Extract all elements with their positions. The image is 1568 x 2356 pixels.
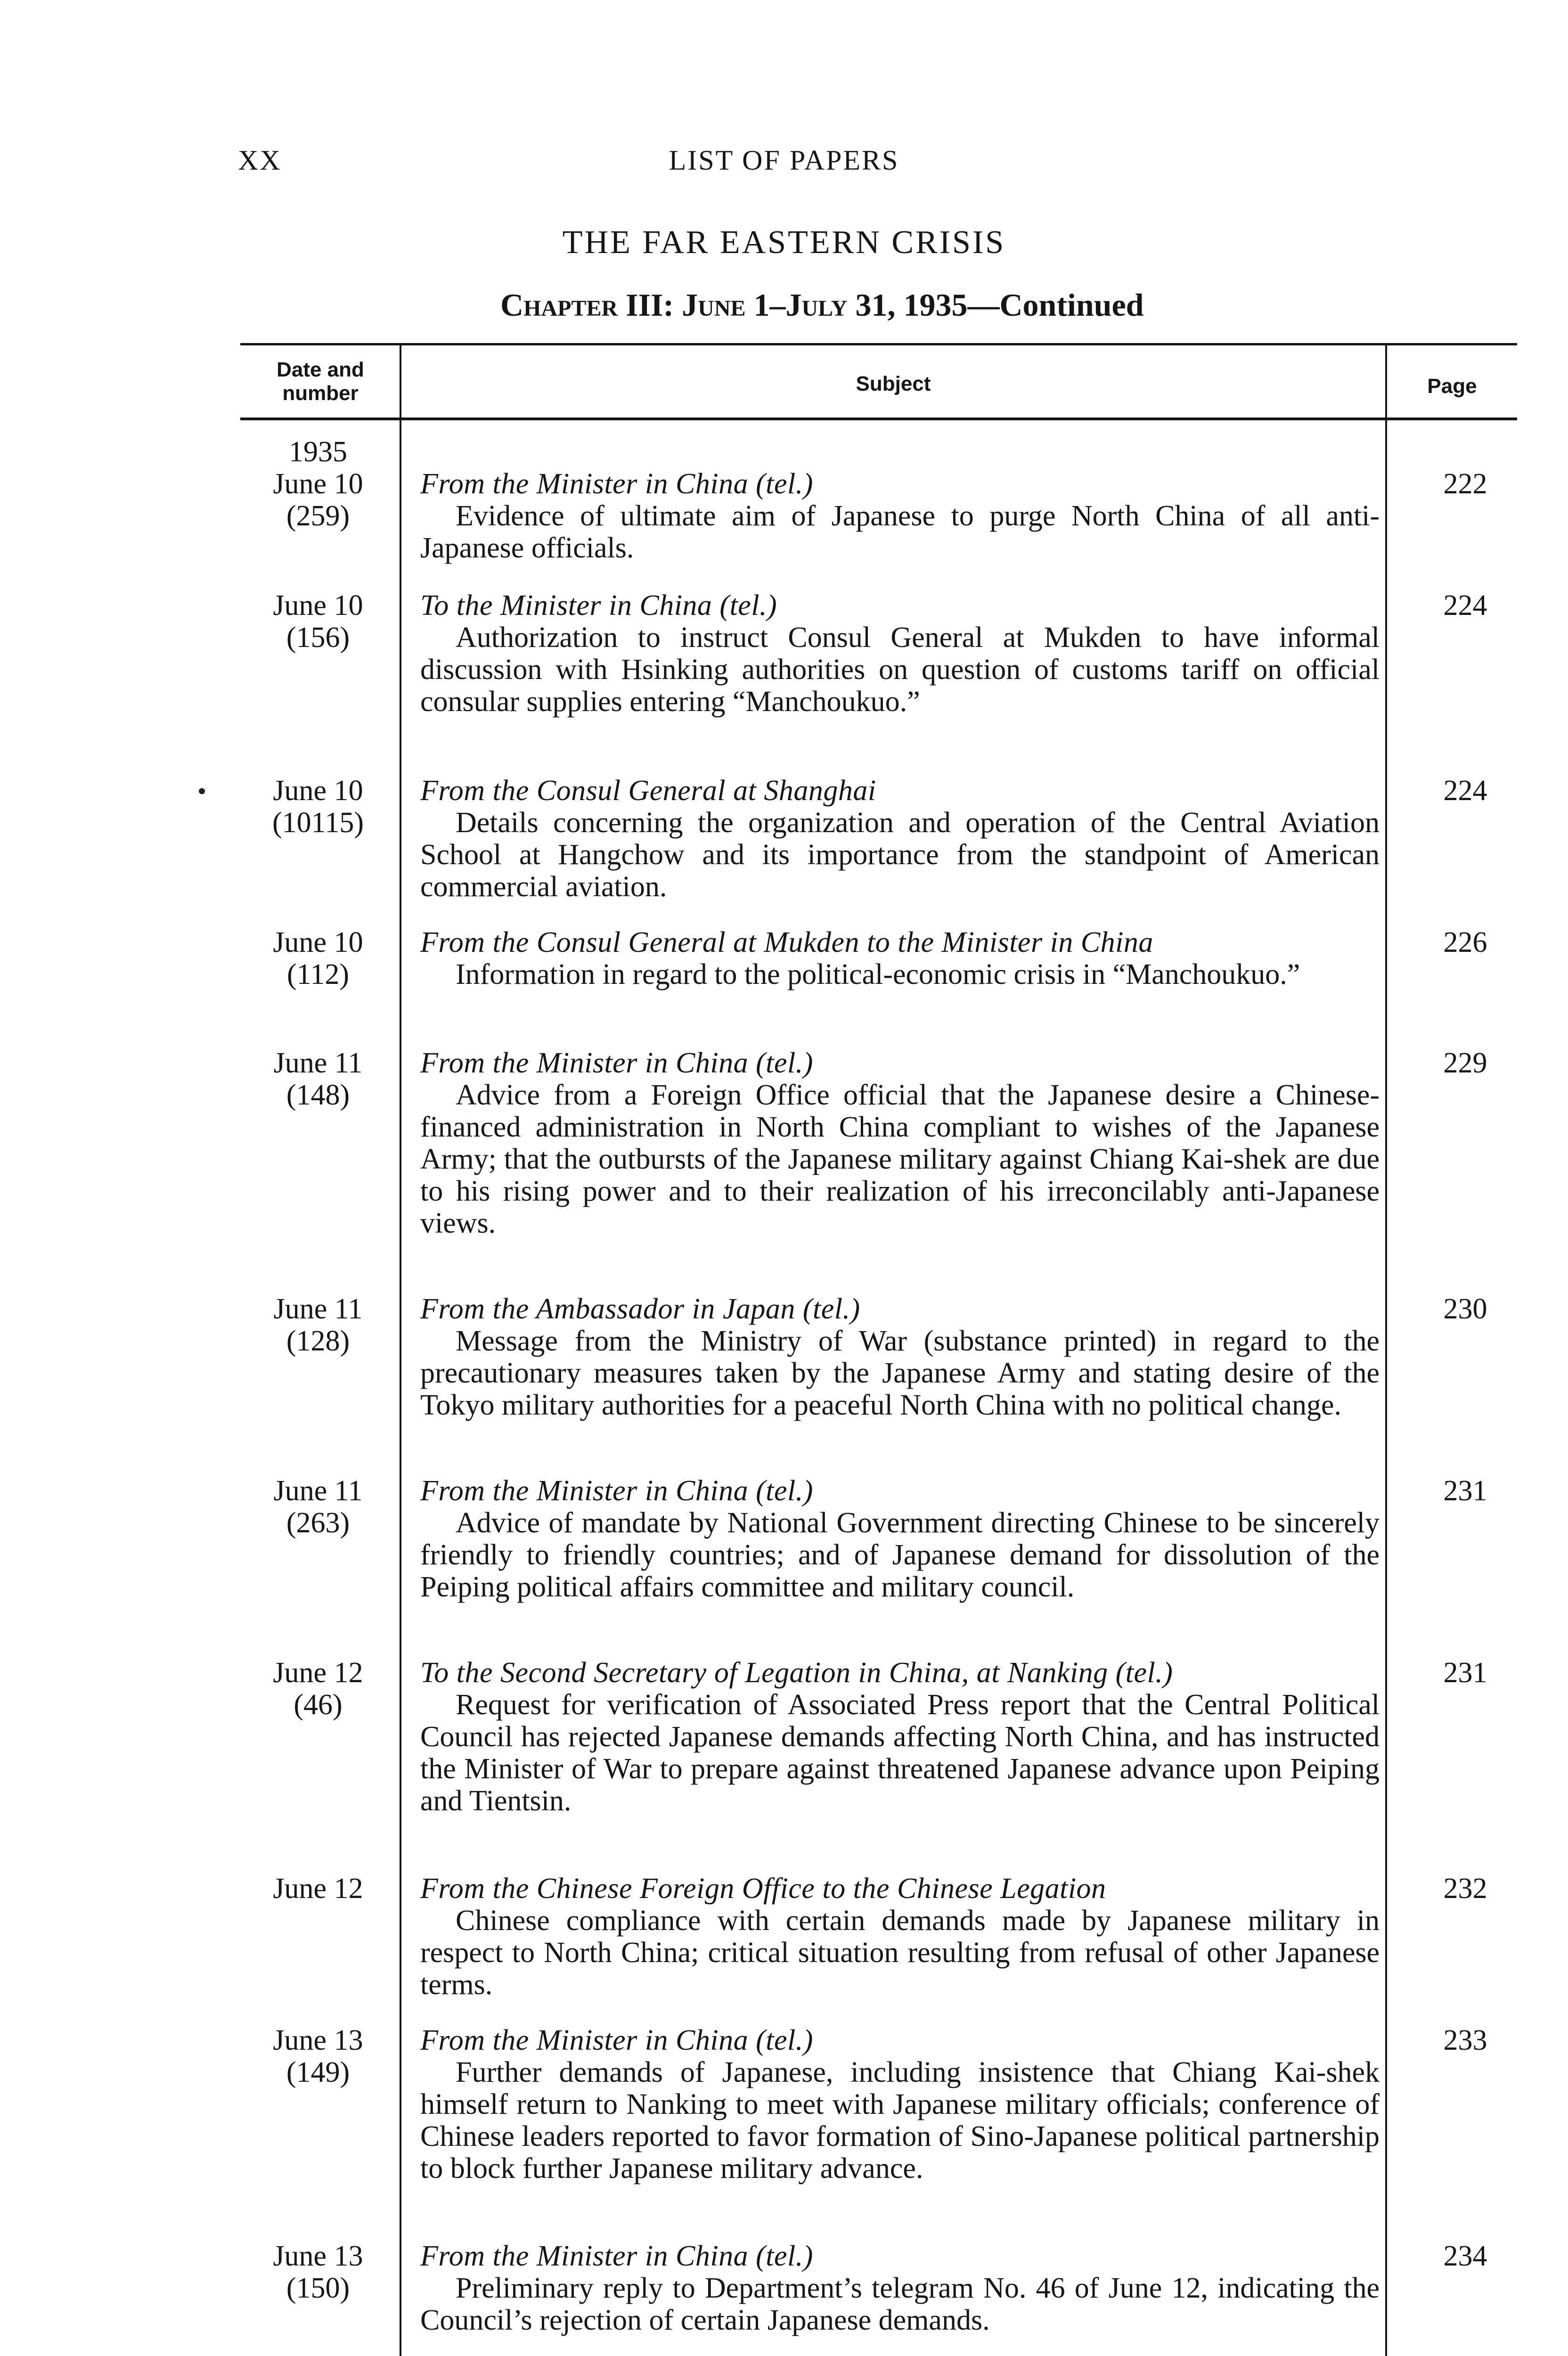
entry-page: 224	[1443, 775, 1487, 807]
page-number: XX	[238, 145, 282, 176]
margin-mark: •	[192, 778, 212, 804]
entry-from: From the Minister in China (tel.)	[420, 1047, 813, 1079]
entry-description: Chinese compliance with certain demands made by Japanese military in respect to North China; critical situation resulting from refusal of other Japanese terms.	[420, 1905, 1380, 2001]
entry-page: 233	[1443, 2024, 1487, 2056]
entry-page: 230	[1443, 1293, 1487, 1325]
entry-page: 222	[1443, 468, 1487, 500]
table-header-rule	[240, 417, 1517, 420]
entry-description: Details concerning the organization and operation of the Central Aviation School at Hangchow and its importance from the standpoint of American commercial aviation.	[420, 807, 1380, 903]
entry-description: Preliminary reply to Department’s telegram No. 46 of June 12, indicating the Council’s rejection of certain Japanese demands.	[420, 2272, 1380, 2336]
entry-date: June 10 (259)	[273, 468, 363, 532]
running-head: LIST OF PAPERS	[669, 145, 899, 176]
entry-description: Information in regard to the political-economic crisis in “Manchoukuo.”	[456, 958, 1300, 990]
entry-subject	[420, 1293, 1380, 1421]
entry-from: From the Consul General at Mukden to the Minister in China	[420, 926, 1153, 958]
column-divider-left	[400, 345, 401, 2356]
entry-from: From the Chinese Foreign Office to the Chinese Legation	[420, 1873, 1106, 1905]
entry-from: From the Consul General at Shanghai	[420, 775, 876, 807]
entry-date: June 13 (149)	[273, 2024, 363, 2088]
chapter-suffix: —Continued	[967, 287, 1144, 323]
entry-subject	[420, 589, 1380, 718]
entry-description: Authorization to instruct Consul General at Mukden to have informal discussion with Hsinking authorities on question of customs tariff on official consular supplies entering “Manchoukuo.”	[420, 622, 1380, 718]
entry-description: Advice of mandate by National Government directing Chinese to be sincerely friendly to friendly countries; and of Japanese demand for dissolution of the Peiping political affairs committee and military council.	[420, 1507, 1380, 1603]
entry-description: Message from the Ministry of War (substance printed) in regard to the precautionary measures taken by the Japanese Army and stating desire of the Tokyo military authorities for a peaceful North China with no political change.	[420, 1325, 1380, 1421]
entry-from: From the Minister in China (tel.)	[420, 2024, 813, 2056]
entry-page: 229	[1443, 1047, 1487, 1079]
entry-page: 231	[1443, 1657, 1487, 1689]
column-header-date: Date and number	[277, 358, 364, 405]
column-header-subject: Subject	[856, 372, 931, 395]
entry-page: 231	[1443, 1475, 1487, 1507]
entry-from: From the Minister in China (tel.)	[420, 1475, 813, 1507]
entry-subject	[420, 1873, 1380, 2001]
entry-description: Further demands of Japanese, including insistence that Chiang Kai-shek himself return to Nanking to meet with Japanese military officials; conference of Chinese leaders reported to favor formation of Sino-Japanese political partnership to block further Japanese military advance.	[420, 2056, 1380, 2184]
entry-date: June 11 (128)	[273, 1293, 363, 1357]
entry-page: 234	[1443, 2240, 1487, 2272]
entry-date: June 10 (156)	[273, 589, 363, 654]
entry-from: From the Ambassador in Japan (tel.)	[420, 1293, 860, 1325]
chapter-label: Chapter III:	[500, 287, 674, 323]
entry-subject	[420, 2240, 1380, 2336]
entry-date: June 11 (263)	[273, 1475, 363, 1539]
entry-date: June 11 (148)	[273, 1047, 363, 1111]
entry-subject	[420, 1657, 1380, 1817]
entry-from: To the Second Secretary of Legation in China, at Nanking (tel.)	[420, 1657, 1173, 1689]
chapter-heading	[500, 286, 1144, 324]
entry-date: June 10 (112)	[273, 926, 363, 990]
table-top-rule	[240, 343, 1517, 345]
entry-from: From the Minister in China (tel.)	[420, 2240, 813, 2272]
entry-date: June 10 (10115)	[272, 775, 364, 839]
entry-page: 232	[1443, 1873, 1487, 1905]
entry-date: June 13 (150)	[273, 2240, 363, 2304]
year-label: 1935	[289, 436, 347, 468]
entry-page: 226	[1443, 926, 1487, 958]
entry-subject	[420, 1475, 1380, 1603]
chapter-dates: June 1–July 31, 1935	[682, 287, 968, 323]
entry-description: Advice from a Foreign Office official that the Japanese desire a Chinese-financed administration in North China compliant to wishes of the Japanese Army; that the outbursts of the Japanese military against Chiang Kai-shek are due to his rising power and to their realization of his irreconcilably anti-Japanese views.	[420, 1079, 1380, 1239]
entry-subject	[420, 775, 1380, 903]
entry-page: 224	[1443, 589, 1487, 622]
entry-from: To the Minister in China (tel.)	[420, 589, 777, 622]
document-title: THE FAR EASTERN CRISIS	[562, 224, 1006, 261]
entry-from: From the Minister in China (tel.)	[420, 468, 813, 500]
column-divider-right	[1385, 345, 1387, 2356]
entry-subject	[420, 1047, 1380, 1239]
entry-subject	[420, 2024, 1380, 2184]
entry-description: Request for verification of Associated Press report that the Central Political Council has rejected Japanese demands affecting North China, and has instructed the Minister of War to prepare against threatened Japanese advance upon Peiping and Tientsin.	[420, 1689, 1380, 1817]
entry-description: Evidence of ultimate aim of Japanese to purge North China of all anti-Japanese officials.	[420, 500, 1380, 564]
entry-date: June 12 (46)	[273, 1657, 363, 1721]
entry-subject	[420, 468, 1380, 564]
entry-date: June 12	[273, 1873, 363, 1905]
column-header-page: Page	[1427, 375, 1477, 398]
entry-subject	[420, 926, 1380, 990]
